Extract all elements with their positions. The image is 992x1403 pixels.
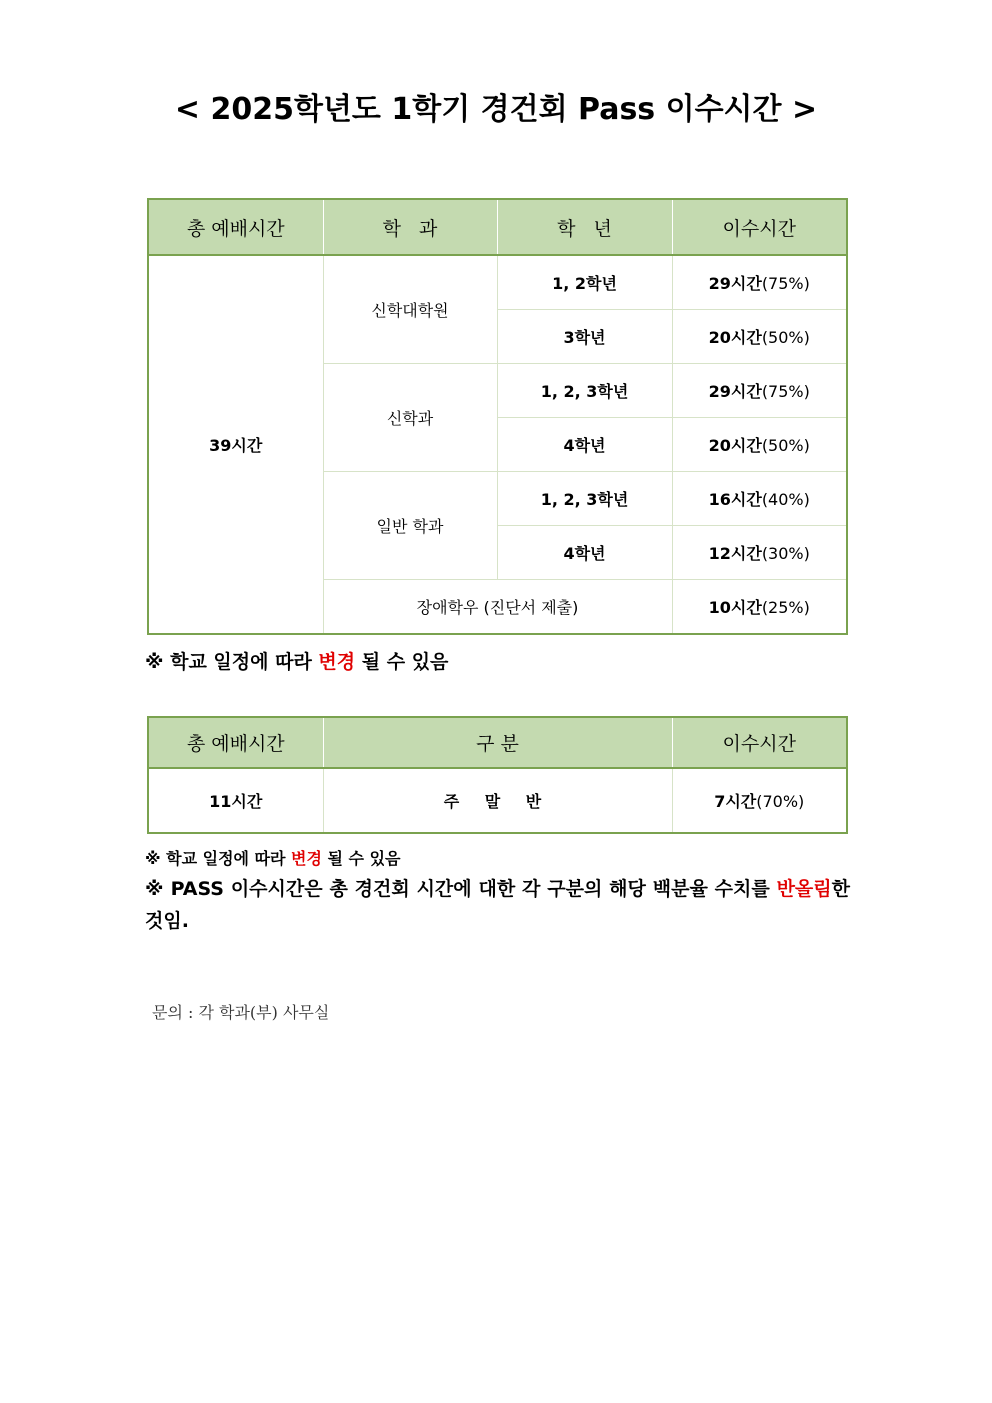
hours-value: 10시간 — [708, 598, 762, 617]
hours-cell — [672, 255, 847, 310]
rounding-note — [145, 873, 850, 937]
pct-value: (70%) — [756, 792, 805, 811]
note-highlight: 변경 — [318, 651, 356, 673]
table-row — [148, 255, 847, 310]
page-title: < 2025학년도 1학기 경건회 Pass 이수시간 > — [174, 92, 818, 127]
pct-value: (40%) — [761, 490, 810, 509]
hours-cell — [672, 472, 847, 526]
note-highlight: 변경 — [291, 849, 322, 868]
pct-value: (50%) — [761, 436, 810, 455]
grade-cell: 1, 2, 3학년 — [497, 364, 672, 418]
hours-value: 16시간 — [708, 490, 762, 509]
header-dept: 학 과 — [323, 199, 497, 255]
header-hours: 이수시간 — [672, 717, 847, 768]
pct-value: (25%) — [761, 598, 810, 617]
pct-value: (50%) — [761, 328, 810, 347]
header-grade: 학 년 — [497, 199, 672, 255]
pct-value: (75%) — [761, 382, 810, 401]
hours-value: 20시간 — [708, 328, 762, 347]
note-text: 될 수 있음 — [321, 849, 401, 868]
header-category: 구 분 — [323, 717, 672, 768]
hours-cell — [672, 310, 847, 364]
hours-value: 20시간 — [708, 436, 762, 455]
schedule-change-note-2 — [145, 846, 401, 869]
category-cell: 주 말 반 — [323, 768, 672, 833]
contact-info: 문의 : 각 학과(부) 사무실 — [152, 1003, 330, 1022]
hours-cell — [672, 526, 847, 580]
hours-cell — [672, 580, 847, 635]
hours-cell — [672, 364, 847, 418]
hours-value: 7시간 — [714, 792, 757, 811]
table-header-row — [148, 199, 847, 255]
note-text: ※ 학교 일정에 따라 — [145, 849, 292, 868]
note-text: 한 것임. — [145, 878, 850, 932]
grade-cell: 4학년 — [497, 526, 672, 580]
grade-cell: 3학년 — [497, 310, 672, 364]
pass-hours-table — [147, 198, 848, 635]
hours-value: 29시간 — [708, 274, 762, 293]
header-total-time: 총 예배시간 — [148, 199, 323, 255]
header-total-time: 총 예배시간 — [148, 717, 323, 768]
disabled-student-cell: 장애학우 (진단서 제출) — [323, 580, 672, 635]
grade-cell: 4학년 — [497, 418, 672, 472]
grade-cell: 1, 2, 3학년 — [497, 472, 672, 526]
pct-value: (75%) — [761, 274, 810, 293]
dept-cell: 일반 학과 — [323, 472, 497, 580]
grade-cell: 1, 2학년 — [497, 255, 672, 310]
hours-cell — [672, 768, 847, 833]
dept-cell: 신학과 — [323, 364, 497, 472]
note-highlight: 반올림 — [776, 878, 832, 900]
hours-value: 29시간 — [708, 382, 762, 401]
note-text: ※ 학교 일정에 따라 — [145, 651, 319, 673]
table-row — [148, 768, 847, 833]
note-text: 될 수 있음 — [355, 651, 449, 673]
total-time-cell: 11시간 — [148, 768, 323, 833]
dept-cell: 신학대학원 — [323, 255, 497, 364]
weekend-class-table — [147, 716, 848, 834]
hours-cell — [672, 418, 847, 472]
hours-value: 12시간 — [708, 544, 762, 563]
total-time-cell: 39시간 — [148, 255, 323, 634]
pct-value: (30%) — [761, 544, 810, 563]
header-hours: 이수시간 — [672, 199, 847, 255]
schedule-change-note — [145, 647, 448, 674]
table-header-row — [148, 717, 847, 768]
note-text: ※ PASS 이수시간은 총 경건회 시간에 대한 각 구분의 해당 백분율 수치를 — [145, 878, 777, 900]
